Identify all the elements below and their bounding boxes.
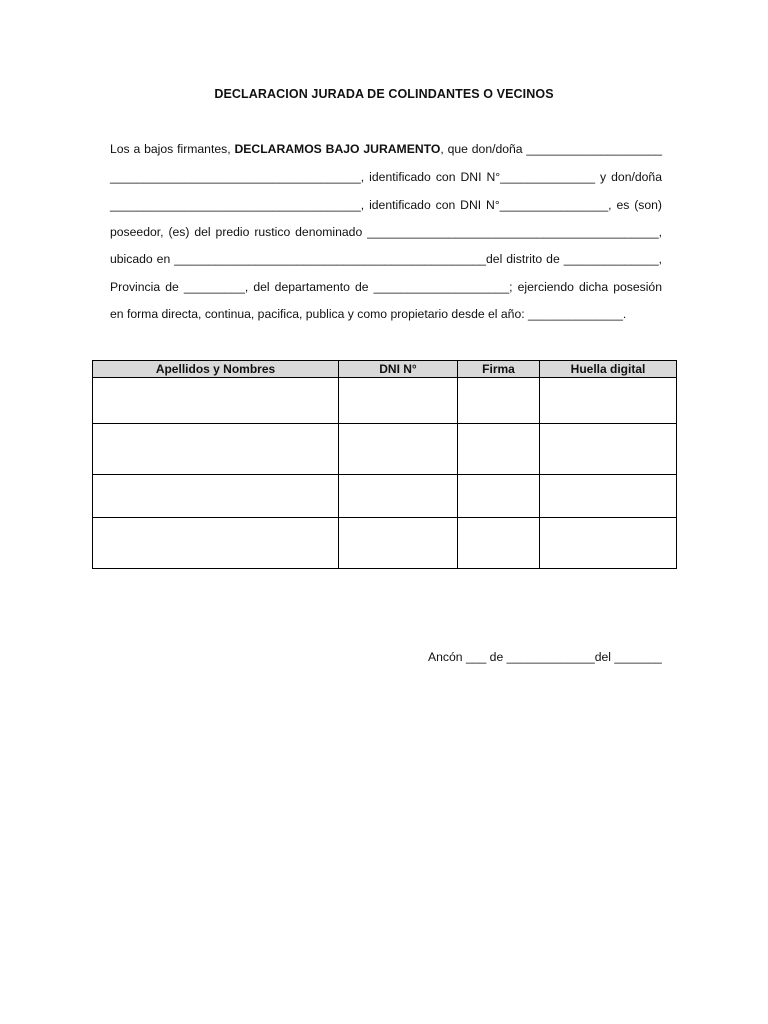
header-apellidos-nombres: Apellidos y Nombres: [93, 361, 339, 378]
table-header-row: [93, 361, 677, 378]
declaration-line-1: [110, 141, 662, 157]
table-row: [93, 378, 677, 424]
signatures-table: [92, 360, 677, 569]
header-huella-digital: Huella digital: [540, 361, 677, 378]
cell-signature[interactable]: [458, 378, 540, 424]
cell-name[interactable]: [93, 378, 339, 424]
table-row: [93, 424, 677, 475]
declaration-line-7: en forma directa, continua, pacifica, publica y como propietario desde el año: ______________.: [110, 307, 627, 321]
declaration-line-4: poseedor, (es) del predio rustico denominado ___________________________________________,: [110, 225, 662, 239]
line-1-bold-declaration: DECLARAMOS BAJO JURAMENTO: [234, 142, 441, 156]
cell-name[interactable]: [93, 424, 339, 475]
header-firma: Firma: [458, 361, 540, 378]
cell-signature[interactable]: [458, 424, 540, 475]
declaration-line-3: _____________________________________, identificado con DNI N°________________, es (son): [110, 198, 662, 212]
document-title: DECLARACION JURADA DE COLINDANTES O VECINOS: [214, 87, 554, 101]
table-row: [93, 475, 677, 518]
cell-signature[interactable]: [458, 475, 540, 518]
declaration-line-5: ubicado en ______________________________________________del distrito de ______________,: [110, 252, 662, 266]
cell-dni[interactable]: [339, 378, 458, 424]
cell-fingerprint[interactable]: [540, 424, 677, 475]
cell-fingerprint[interactable]: [540, 518, 677, 569]
line-1-intro: Los a bajos firmantes,: [110, 142, 235, 156]
cell-fingerprint[interactable]: [540, 475, 677, 518]
line-1-rest: , que don/doña ____________________: [440, 142, 662, 156]
header-dni: DNI N°: [339, 361, 458, 378]
declaration-line-6: Provincia de _________, del departamento de ____________________; ejerciendo dicha posesión: [110, 280, 662, 294]
cell-dni[interactable]: [339, 424, 458, 475]
declaration-line-2: _____________________________________, identificado con DNI N°______________ y don/doña: [110, 170, 662, 184]
cell-dni[interactable]: [339, 475, 458, 518]
place-and-date-line: Ancón ___ de _____________del _______: [428, 650, 662, 664]
cell-name[interactable]: [93, 518, 339, 569]
cell-signature[interactable]: [458, 518, 540, 569]
cell-fingerprint[interactable]: [540, 378, 677, 424]
cell-name[interactable]: [93, 475, 339, 518]
cell-dni[interactable]: [339, 518, 458, 569]
table-row: [93, 518, 677, 569]
